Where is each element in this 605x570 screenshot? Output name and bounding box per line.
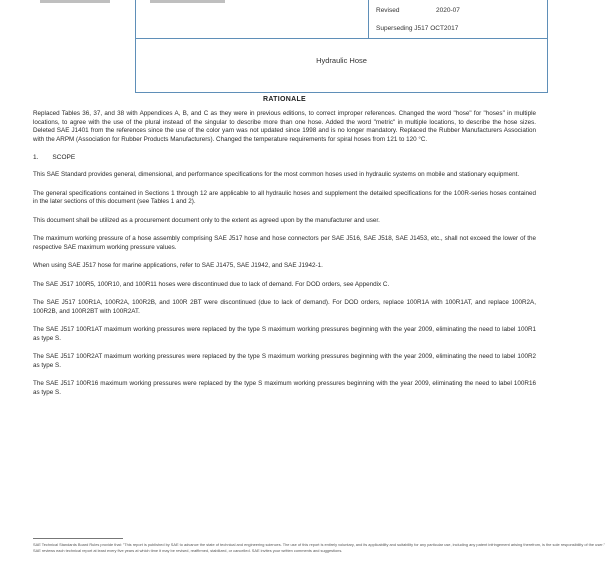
scope-paragraph: The SAE J517 100R2AT maximum working pressures were replaced by the type S maximum working pressures beginning with the year 2009, eliminating the need to label 100R2 as type S.: [33, 353, 536, 369]
header-divider-horizontal: [136, 38, 547, 39]
footer-notice: [33, 542, 605, 554]
scope-paragraph: The general specifications contained in Sections 1 through 12 are applicable to all hydraulic hoses and supplement the detailed specifications for the 100R-series hoses contained in the later sections of this document (see Tables 1 and 2).: [33, 189, 536, 205]
section-title: SCOPE: [52, 154, 76, 161]
rationale-text: Replaced Tables 36, 37, and 38 with Appendices A, B, and C as they were in previous editions, to correct improper references. Changed the word "hose" for "hoses" in multiple locations, to agree with the use of the plural instead of the singular to describe more than one hose. Added the word "metric" in multiple locations, to describe the hose sizes. Deleted SAE J1401 from the references since the use of the color yarn was not updated since 1998 and is no longer mandatory. Replaced the Rubber Manufacturers Association with the ARPM (Association for Rubber Products Manufacturers). Changed the temperature requirements for spiral hoses from 121 to 120 °C.: [33, 110, 536, 143]
section-heading-scope: [33, 154, 536, 161]
footer-rule: [33, 538, 123, 539]
rationale-heading: RATIONALE: [262, 96, 306, 103]
header-mark-left: [40, 0, 110, 3]
scope-paragraph: The SAE J517 100R16 maximum working pressures were replaced by the type S maximum working pressures beginning with the year 2009, eliminating the need to label 100R16 as type S.: [33, 380, 536, 396]
scope-paragraph: This document shall be utilized as a procurement document only to the extent as agreed upon by the manufacturer and user.: [33, 216, 380, 224]
scope-paragraph: The maximum working pressure of a hose assembly comprising SAE J517 hose and hose connectors per SAE J516, SAE J518, SAE J1453, etc., shall not exceed the lower of the respective SAE maximum working pressure values.: [33, 235, 536, 251]
document-header: [135, 0, 548, 93]
document-body: [33, 96, 536, 407]
superseding-note: Superseding J517 OCT2017: [376, 25, 459, 32]
scope-paragraph: The SAE J517 100R1A, 100R2A, 100R2B, and 100R 2BT were discontinued (due to lack of demand). For DOD orders, replace 100R1A with 100R1AT, and replace 100R2A, 100R2B, and 100R2BT with 100R2AT.: [33, 299, 536, 315]
revised-label: Revised: [376, 7, 400, 14]
footer-line: SAE reviews each technical report at least every five years at which time it may be revised, reaffirmed, stabilized, or cancelled. SAE invites your written comments and suggestions.: [33, 548, 343, 553]
header-divider-vertical: [368, 0, 369, 38]
scope-paragraph: When using SAE J517 hose for marine applications, refer to SAE J1475, SAE J1942, and SAE J1942-1.: [33, 262, 323, 269]
scope-paragraph: The SAE J517 100R5, 100R10, and 100R11 hoses were discontinued due to lack of demand. For DOD orders, see Appendix C.: [33, 280, 390, 288]
revised-date: 2020-07: [436, 7, 460, 14]
footer-line: SAE Technical Standards Board Rules provide that: "This report is published by SAE to advance the state of technical and engineering sciences. The use of this report is entirely voluntary, and its applicability and suitability for any particular use, including any patent infringement arising therefrom, is the sole responsibility of the user.": [33, 542, 605, 547]
section-number: 1.: [33, 154, 39, 161]
scope-paragraph: The SAE J517 100R1AT maximum working pressures were replaced by the type S maximum working pressures beginning with the year 2009, eliminating the need to label 100R1 as type S.: [33, 326, 536, 342]
scope-paragraph: This SAE Standard provides general, dimensional, and performance specifications for the most common hoses used in hydraulic systems on mobile and stationary equipment.: [33, 171, 520, 178]
document-title: Hydraulic Hose: [316, 56, 367, 65]
